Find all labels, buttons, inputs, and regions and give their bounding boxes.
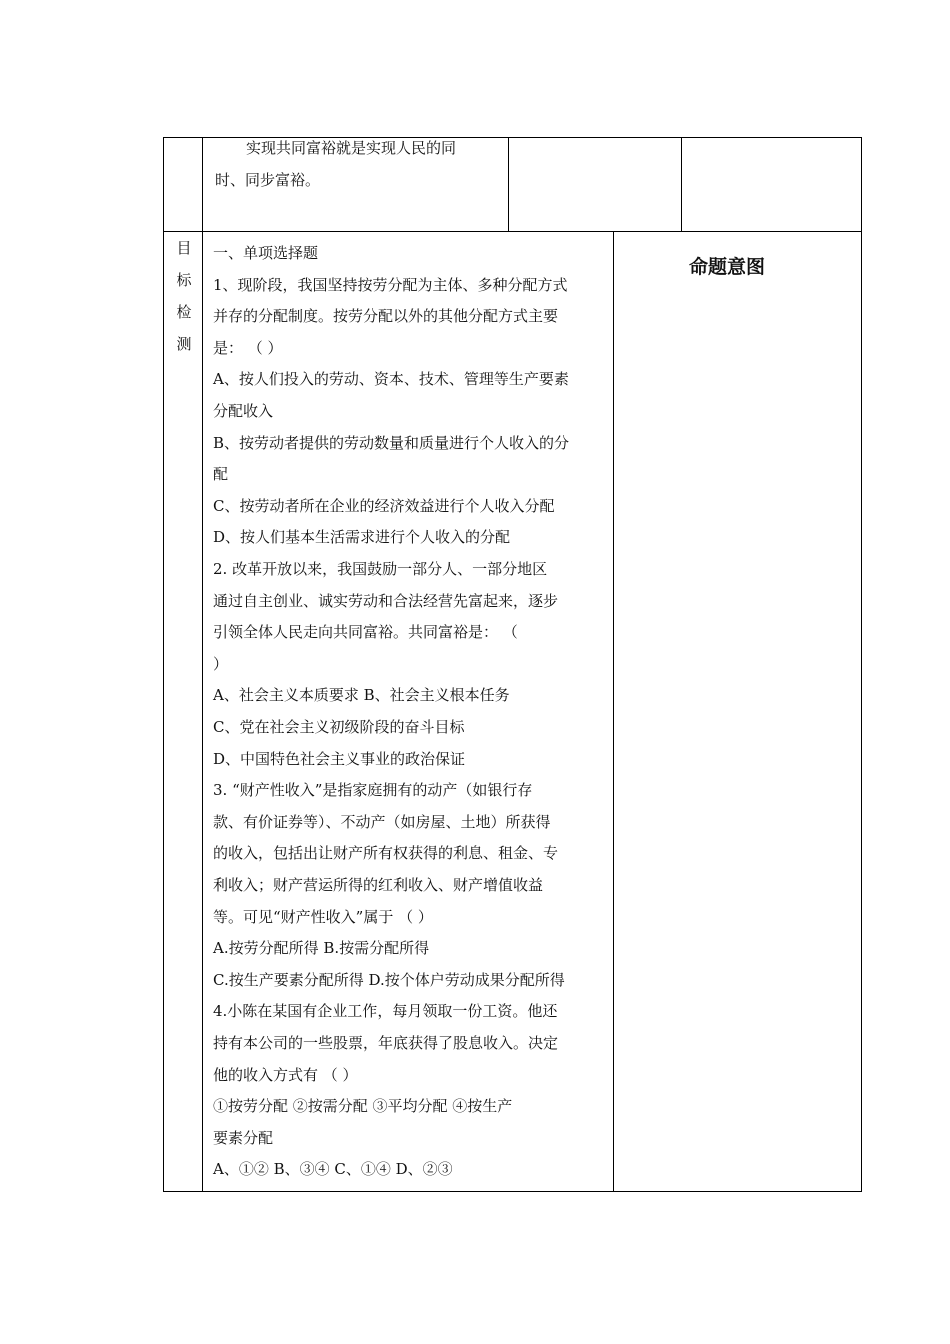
top-row-line-1: 实现共同富裕就是实现人民的同 [246,139,457,157]
question-line: 引领全体人民走向共同富裕。共同富裕是： （ [213,623,518,642]
question-line: 通过自主创业、诚实劳动和合法经营先富起来，逐步 [213,591,559,610]
question-line: A、按人们投入的劳动、资本、技术、管理等生产要素 [213,370,569,389]
question-line: 是： （ ） [213,338,283,357]
question-line: A、社会主义本质要求 B、社会主义根本任务 [213,686,510,705]
question-line: 持有本公司的一些股票，年底获得了股息收入。决定 [213,1034,559,1052]
question-line: 并存的分配制度。按劳分配以外的其他分配方式主要 [213,307,559,326]
section-label-char: 测 [176,335,192,353]
question-line: D、中国特色社会主义事业的政治保证 [213,749,466,768]
row-divider [163,231,862,232]
section-label-char: 检 [176,303,192,321]
top-col-line-1 [202,137,203,232]
top-col-line-2 [508,137,509,232]
question-line: 1、现阶段，我国坚持按劳分配为主体、多种分配方式 [213,275,568,294]
question-line: C.按生产要素分配所得 D.按个体户劳动成果分配所得 [213,970,565,989]
question-line: 等。可见“财产性收入”属于 （ ） [213,907,433,926]
question-line: 利收入；财产营运所得的红利收入、财产增值收益 [213,876,544,894]
section-col-line-2 [613,231,614,1192]
section-heading: 命题意图 [689,256,766,278]
question-line: 的收入，包括出让财产所有权获得的利息、租金、专 [213,844,559,863]
question-line: B、按劳动者提供的劳动数量和质量进行个人收入的分 [213,433,570,452]
question-line: 配 [213,465,229,484]
top-col-line-3 [681,137,682,232]
question-line: 要素分配 [213,1128,274,1147]
question-line: 他的收入方式有 （ ） [213,1065,358,1084]
section-label-char: 目 [176,239,192,257]
top-row-line-2: 时、同步富裕。 [215,171,321,189]
question-line: 分配收入 [213,402,274,420]
section-col-line-1 [202,231,203,1192]
question-line: C、党在社会主义初级阶段的奋斗目标 [213,718,465,736]
question-line: C、按劳动者所在企业的经济效益进行个人收入分配 [213,496,555,515]
question-line: 3. “财产性收入”是指家庭拥有的动产（如银行存 [213,781,533,800]
question-line: A.按劳分配所得 B.按需分配所得 [213,939,430,958]
section-label-char: 标 [176,271,192,289]
question-line: D、按人们基本生活需求进行个人收入的分配 [213,528,511,547]
question-line: A、①② B、③④ C、①④ D、②③ [213,1160,453,1179]
question-line: ①按劳分配 ②按需分配 ③平均分配 ④按生产 [213,1097,513,1116]
question-line: 2. 改革开放以来，我国鼓励一部分人、一部分地区 [213,560,548,578]
question-line: 4.小陈在某国有企业工作，每月领取一份工资。他还 [213,1002,558,1021]
question-line: 款、有价证券等）、不动产（如房屋、土地）所获得 [213,812,551,831]
question-line: ） [213,654,229,673]
question-line: 一、单项选择题 [213,244,319,262]
